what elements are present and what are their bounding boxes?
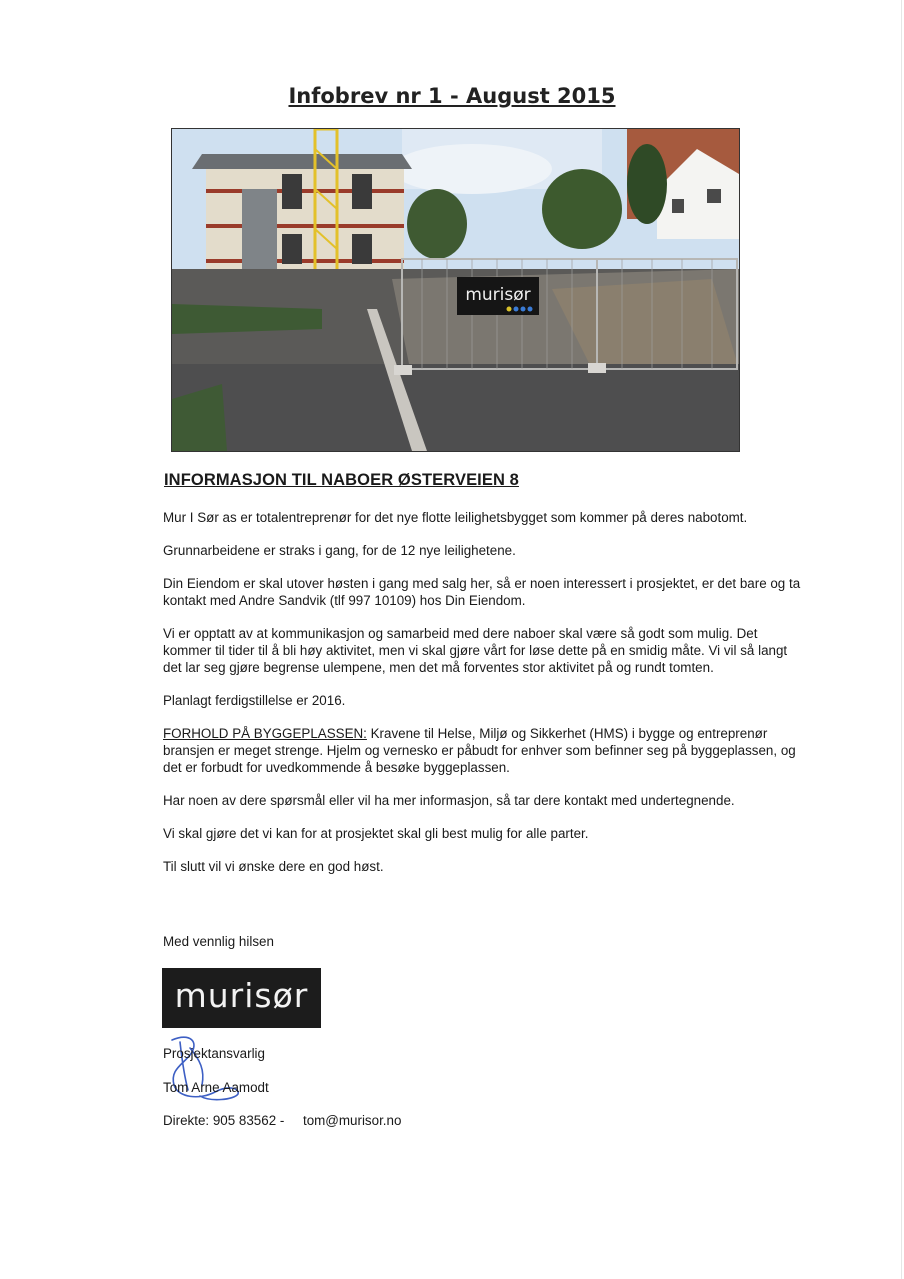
- contact-email[interactable]: tom@murisor.no: [302, 1113, 402, 1128]
- banner-logo-text: murisør: [465, 285, 531, 305]
- paragraph: Vi er opptatt av at kommunikasjon og samarbeid med dere naboer skal være så godt som mulig. Det kommer til tider til å bli høy aktivitet, men vi skal gjøre vårt for løse dette på en smidig måte. Vi vil så langt det lar seg gjøre begrense ulempene, men det må forventes stor aktivitet på og rundt tomten.: [163, 626, 788, 675]
- signer-role: Prosjektansvarlig: [163, 1046, 265, 1061]
- page-title: Infobrev nr 1 - August 2015: [288, 84, 616, 108]
- paragraph: Planlagt ferdigstillelse er 2016.: [163, 693, 346, 708]
- safety-paragraph: [163, 725, 803, 776]
- construction-site-photo: [171, 128, 740, 452]
- contact-line: [163, 1113, 401, 1128]
- section-heading: INFORMASJON TIL NABOER ØSTERVEIEN 8: [164, 471, 519, 489]
- paragraph: Grunnarbeidene er straks i gang, for de 12 nye leilighetene.: [163, 543, 516, 558]
- paragraph: Til slutt vil vi ønske dere en god høst.: [163, 859, 384, 874]
- safety-label: FORHOLD PÅ BYGGEPLASSEN:: [163, 726, 367, 741]
- closing-greeting: Med vennlig hilsen: [163, 934, 274, 949]
- paragraph: Din Eiendom er skal utover høsten i gang med salg her, så er noen interessert i prosjektet, er det bare og ta kontakt med Andre Sandvik (tlf 997 10109) hos Din Eiendom.: [163, 576, 801, 608]
- company-logo: [162, 968, 321, 1028]
- letter-body: [163, 509, 803, 891]
- signer-name: Tom Arne Aamodt: [163, 1080, 269, 1095]
- paragraph: Har noen av dere spørsmål eller vil ha mer informasjon, så tar dere kontakt med undertegnende.: [163, 793, 735, 808]
- handwritten-signature: [160, 1030, 250, 1110]
- safety-text: Kravene til Helse, Miljø og Sikkerhet (HMS) i bygge og entreprenør bransjen er meget strenge. Hjelm og vernesko er påbudt for enhver som befinner seg på byggeplassen, og det er forbudt for uvedkommende å besøke byggeplassen.: [163, 726, 796, 775]
- logo-text: murisør: [174, 976, 309, 1015]
- page-edge: [901, 0, 902, 1279]
- contact-phone: Direkte: 905 83562 -: [163, 1113, 285, 1128]
- paragraph: Mur I Sør as er totalentreprenør for det nye flotte leilighetsbygget som kommer på deres nabotomt.: [163, 510, 748, 525]
- paragraph: Vi skal gjøre det vi kan for at prosjektet skal gli best mulig for alle parter.: [163, 826, 589, 841]
